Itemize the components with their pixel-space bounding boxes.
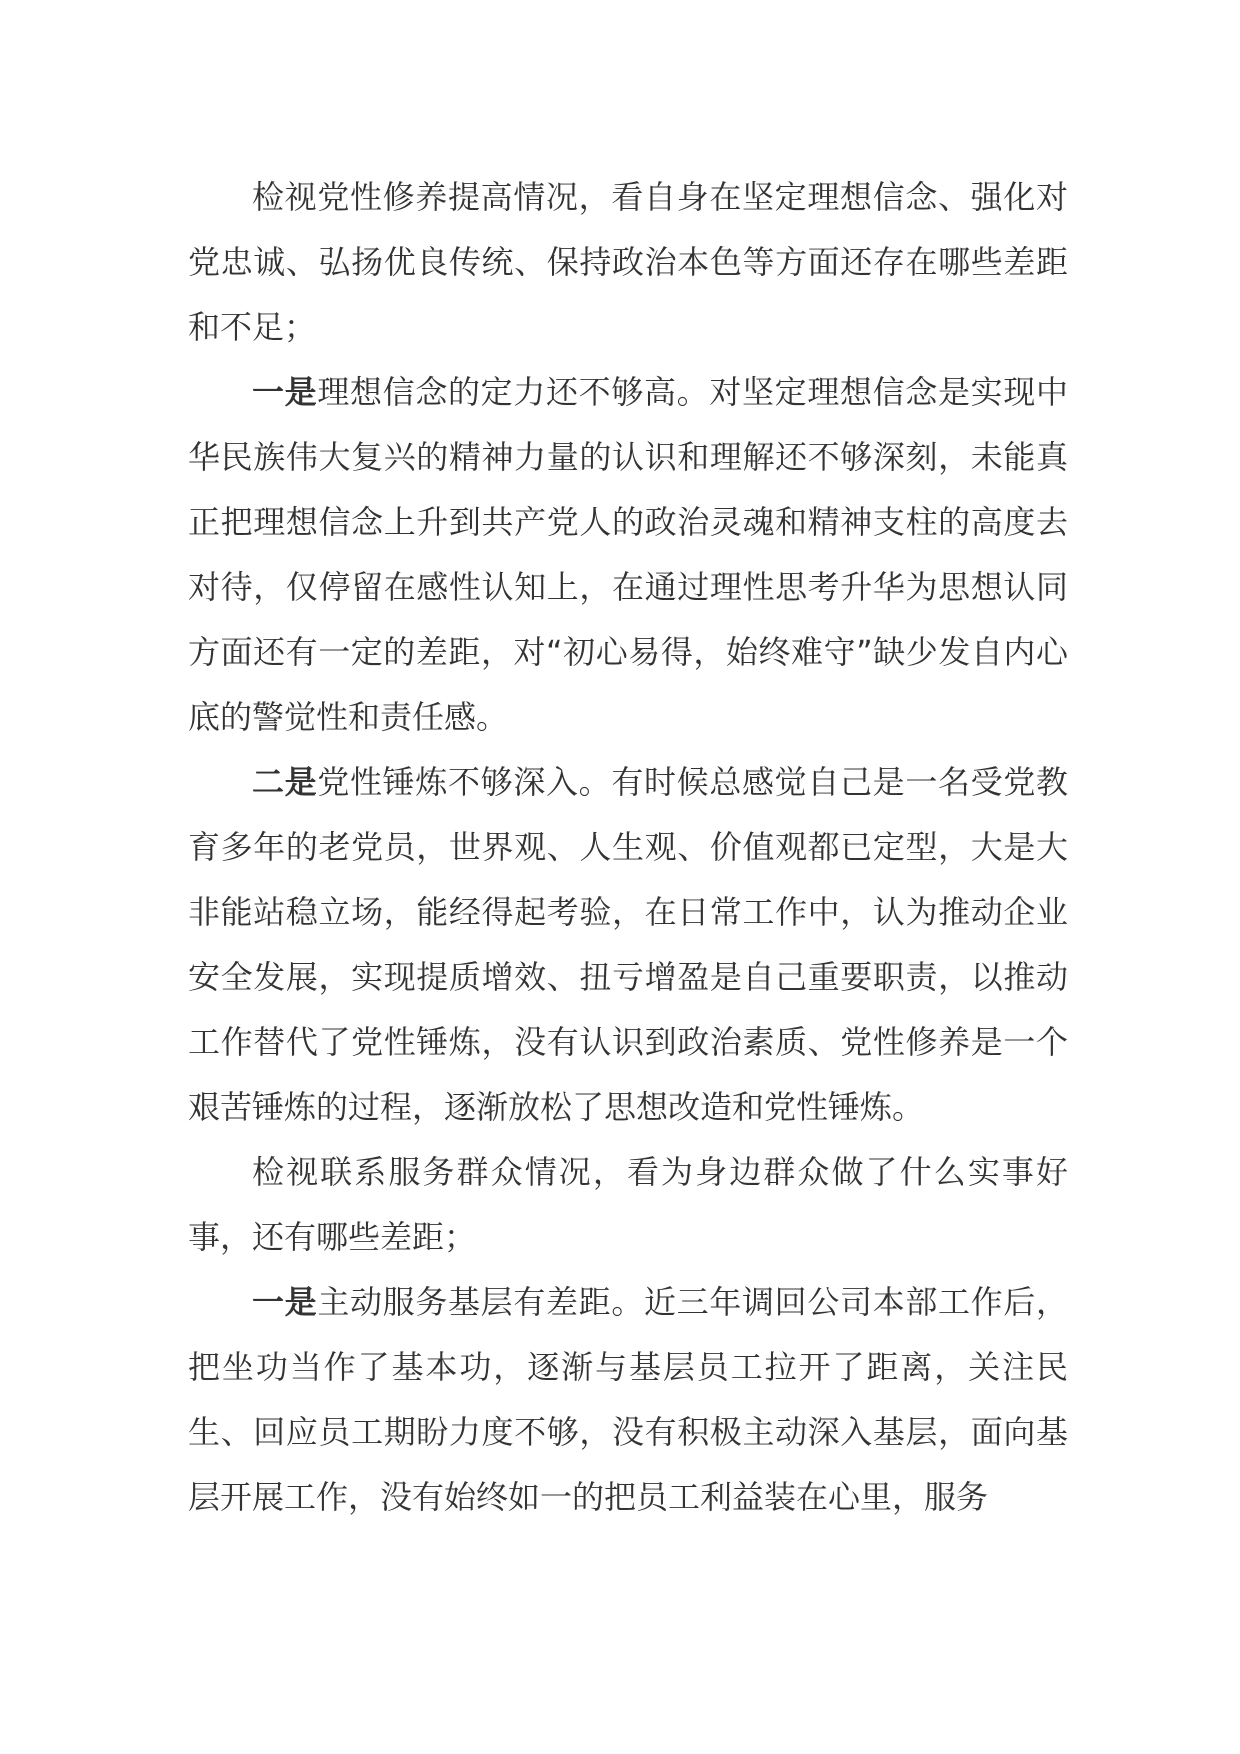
paragraph-5-lead: 一是: [252, 1283, 318, 1321]
paragraph-3-text: 党性锤炼不够深入。有时候总感觉自己是一名受党教育多年的老党员，世界观、人生观、价值观都已定型，大是大非能站稳立场，能经得起考验，在日常工作中，认为推动企业安全发展，实现提质增效、扭亏增盈是自己重要职责，以推动工作替代了党性锤炼，没有认识到政治素质、党性修养是一个艰苦锤炼的过程，逐渐放松了思想改造和党性锤炼。: [188, 763, 1068, 1126]
paragraph-3: [188, 750, 1068, 1140]
paragraph-2-text: 理想信念的定力还不够高。对坚定理想信念是实现中华民族伟大复兴的精神力量的认识和理解还不够深刻，未能真正把理想信念上升到共产党人的政治灵魂和精神支柱的高度去对待，仅停留在感性认知上，在通过理性思考升华为思想认同方面还有一定的差距，对“初心易得，始终难守”缺少发自内心底的警觉性和责任感。: [188, 373, 1068, 736]
paragraph-2: [188, 360, 1068, 750]
paragraph-1: [188, 165, 1068, 360]
document-page: [188, 165, 1068, 1530]
paragraph-4-text: 检视联系服务群众情况，看为身边群众做了什么实事好事，还有哪些差距；: [188, 1153, 1068, 1256]
paragraph-4: [188, 1140, 1068, 1270]
paragraph-3-lead: 二是: [252, 763, 318, 801]
paragraph-1-text: 检视党性修养提高情况，看自身在坚定理想信念、强化对党忠诚、弘扬优良传统、保持政治本色等方面还存在哪些差距和不足；: [188, 178, 1068, 346]
paragraph-5-text: 主动服务基层有差距。近三年调回公司本部工作后，把坐功当作了基本功，逐渐与基层员工拉开了距离，关注民生、回应员工期盼力度不够，没有积极主动深入基层，面向基层开展工作，没有始终如一的把员工利益装在心里，服务: [188, 1283, 1068, 1516]
paragraph-2-lead: 一是: [252, 373, 318, 411]
paragraph-5: [188, 1270, 1068, 1530]
